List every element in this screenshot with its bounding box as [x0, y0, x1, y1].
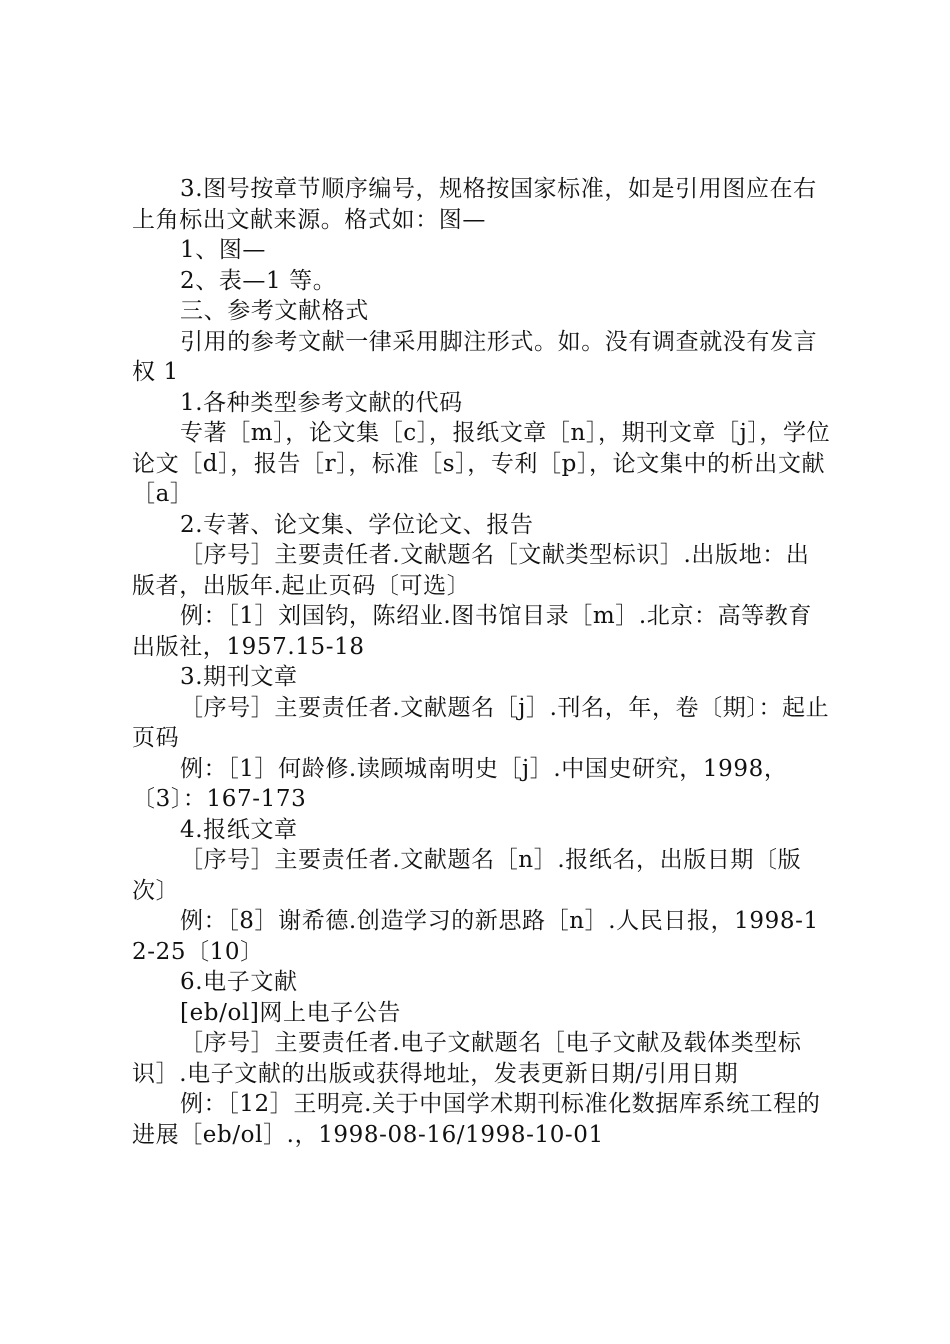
- paragraph-electronic-example: 例：［12］王明亮.关于中国学术期刊标准化数据库系统工程的进展［eb/ol］.，1998-08-16/1998-10-01: [132, 1091, 821, 1148]
- paragraph-newspaper-example: 例：［8］谢希德.创造学习的新思路［n］.人民日报，1998-12-25〔10〕: [132, 908, 819, 965]
- paragraph-table-example: 2、表—1 等。: [180, 267, 337, 294]
- heading-reference-codes: 1.各种类型参考文献的代码: [180, 389, 463, 416]
- paragraph-figure-numbering: 3.图号按章节顺序编号，规格按国家标准，如是引用图应在右上角标出文献来源。格式如：图—: [132, 176, 817, 233]
- heading-monographs: 2.专著、论文集、学位论文、报告: [180, 511, 534, 538]
- paragraph-newspaper-format: ［序号］主要责任者.文献题名［n］.报纸名，出版日期〔版次〕: [132, 847, 802, 904]
- paragraph-footnote-rule: 引用的参考文献一律采用脚注形式。如。没有调查就没有发言权 1: [132, 328, 818, 385]
- paragraph-journal-example: 例：［1］何龄修.读顾城南明史［j］.中国史研究，1998，〔3〕：167-173: [132, 755, 788, 812]
- heading-electronic-documents: 6.电子文献: [180, 969, 298, 995]
- heading-newspaper-articles: 4.报纸文章: [180, 816, 298, 843]
- paragraph-journal-format: ［序号］主要责任者.文献题名［j］.刊名，年，卷〔期〕：起止页码: [132, 694, 830, 751]
- paragraph-monograph-format: ［序号］主要责任者.文献题名［文献类型标识］.出版地：出版者，出版年.起止页码〔可选〕: [132, 542, 810, 599]
- document-body: [132, 174, 832, 1150]
- paragraph-electronic-format: ［序号］主要责任者.电子文献题名［电子文献及载体类型标识］.电子文献的出版或获得地址，发表更新日期/引用日期: [132, 1030, 802, 1087]
- paragraph-monograph-example: 例：［1］刘国钧，陈绍业.图书馆目录［m］.北京：高等教育出版社，1957.15-18: [132, 603, 812, 660]
- heading-journal-articles: 3.期刊文章: [180, 664, 298, 690]
- paragraph-reference-codes: 专著［m］，论文集［c］，报纸文章［n］，期刊文章［j］，学位论文［d］，报告［r］，标准［s］，专利［p］，论文集中的析出文献［a］: [132, 420, 831, 507]
- section-heading-references: 三、参考文献格式: [180, 298, 369, 324]
- paragraph-electronic-type: [eb/ol]网上电子公告: [180, 999, 402, 1026]
- paragraph-figure-example: 1、图—: [180, 237, 267, 263]
